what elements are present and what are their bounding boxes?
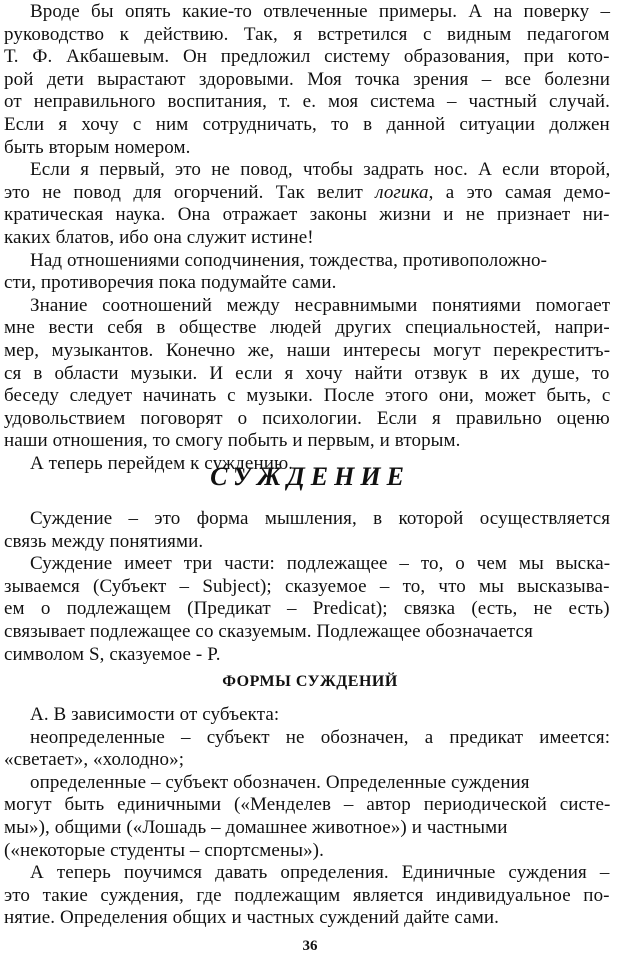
text-line: ем о подлежащем (Предикат – Predicat); связка (есть, не есть): [4, 598, 610, 620]
text-line: А. В зависимости от субъекта:: [30, 704, 280, 725]
text-line: Если я первый, это не повод, чтобы задрать нос. А если второй,: [30, 159, 611, 181]
text-line: неопределенные – субъект не обозначен, а предикат имеется:: [30, 726, 611, 748]
text-line: мер, музыкантов. Конечно же, наши интересы могут перекреститъ-: [4, 339, 611, 361]
text-line: от неправильного воспитания, т. е. моя система – частный случай.: [4, 91, 611, 113]
text-line: рой дети вырастают здоровыми. Моя точка зрения – все болезни: [4, 68, 610, 90]
text-line: могут быть единичными («Менделев – автор периодической систе-: [4, 794, 611, 816]
text-line: Т. Ф. Акбашевым. Он предложил систему образования, при кото-: [4, 46, 610, 68]
text-line: символом S, сказуемое - P.: [4, 643, 221, 665]
paragraph-block-definition: [4, 508, 610, 666]
text-line: Если я хочу с ним сотрудничать, то в данной ситуации должен: [4, 113, 610, 135]
text-line: удовольствием поговорят о психологии. Если я правильно оценю: [4, 407, 610, 429]
text-line: связывает подлежащее со сказуемым. Подлежащее обозначается: [4, 620, 533, 642]
text-line: каких блатов, ибо она служит истине!: [4, 226, 314, 248]
text-line: нятие. Определения общих и частных суждений дайте сами.: [4, 907, 499, 929]
paragraph-block-forms: [4, 704, 610, 930]
text-line: мне вести себя в обществе людей других специальностей, напри-: [4, 317, 610, 339]
text-line: руководство к действию. Так, я встретился с видным педагогом: [4, 23, 610, 45]
text-line: ся в области музыки. И если я хочу найти отзвук в их душе, то: [4, 362, 610, 384]
text-line: Суждение имеет три части: подлежащее – то, о чем мы выска-: [30, 553, 611, 575]
section-heading: СУЖДЕНИЕ: [210, 462, 410, 491]
text-line: сти, противоречия пока подумайте сами.: [4, 272, 337, 294]
subsection-heading: ФОРМЫ СУЖДЕНИЙ: [222, 673, 398, 690]
text-line: это не повод для огорчений. Так велит логика, а это самая демо-: [4, 181, 611, 203]
text-line: «светает», «холодно»;: [4, 749, 185, 771]
page-number: 36: [302, 938, 318, 954]
text-line: это такие суждения, где подлежащим является индивидуальное по-: [4, 884, 610, 906]
text-line: («некоторые студенты – спортсмены»).: [4, 839, 324, 861]
text-line: зываемся (Субъект – Subject); сказуемое – то, что мы высказыва-: [4, 575, 610, 597]
text-line: связь между понятиями.: [4, 530, 204, 552]
text-line: А теперь перейдем к суждению.: [30, 452, 294, 474]
text-line: беседу следует начинать с музыки. После этого они, может быть, с: [4, 385, 611, 407]
text-line: определенные – субъект обозначен. Определенные суждения: [30, 771, 530, 793]
text-line: наши отношения, то смогу побыть и первым, и вторым.: [4, 430, 461, 452]
paragraph-block-intro: [4, 1, 610, 475]
text-line: А теперь поучимся давать определения. Единичные суждения –: [30, 862, 610, 884]
emphasis-word: логика: [375, 181, 429, 203]
text-line: Суждение – это форма мышления, в которой осуществляется: [30, 508, 611, 529]
text-line: кратическая наука. Она отражает законы жизни и не признает ни-: [4, 204, 610, 226]
text-line: Знание соотношений между несравнимыми понятиями помогает: [30, 294, 611, 316]
text-line: Над отношениями соподчинения, тождества, противоположно-: [30, 249, 548, 271]
text-line: быть вторым номером.: [4, 136, 191, 158]
text-line: мы»), общими («Лошадь – домашнее животное») и частными: [4, 816, 508, 838]
text-line: Вроде бы опять какие-то отвлеченные примеры. А на поверку –: [30, 1, 611, 22]
